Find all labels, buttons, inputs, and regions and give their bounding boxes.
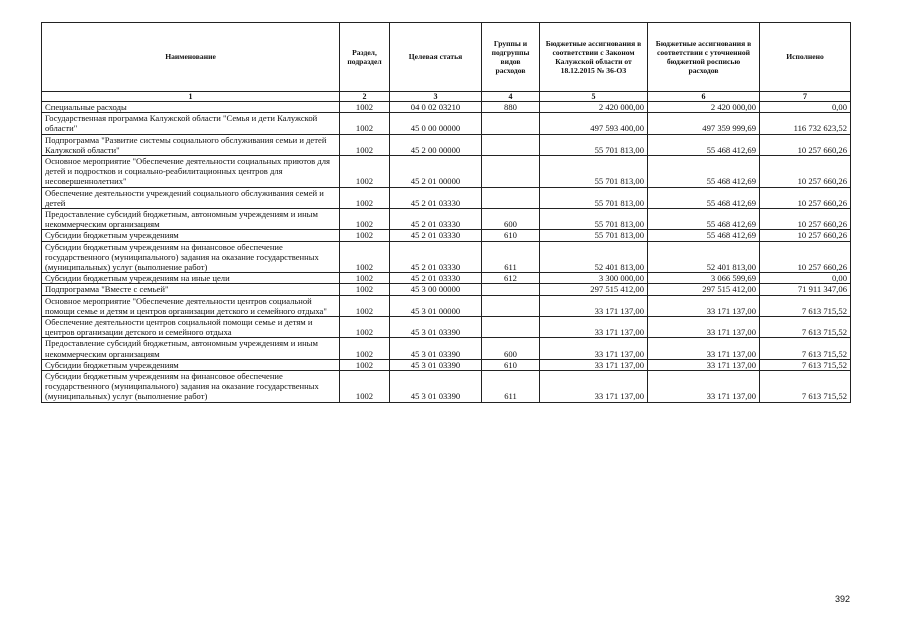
- row-section-cell: 1002: [340, 156, 390, 188]
- column-number-row: [42, 92, 851, 102]
- header-target: Целевая статья: [390, 23, 482, 92]
- row-name-cell: Специальные расходы: [42, 102, 340, 113]
- row-group-cell: 610: [482, 230, 540, 241]
- row-group-cell: [482, 317, 540, 338]
- row-target-cell: 45 3 01 03390: [390, 371, 482, 403]
- row-section-cell: 1002: [340, 317, 390, 338]
- table-row: [42, 338, 851, 359]
- row-section-cell: 1002: [340, 273, 390, 284]
- row-group-cell: [482, 156, 540, 188]
- table-row: [42, 187, 851, 208]
- row-refined-amount-cell: 55 468 412,69: [648, 134, 760, 155]
- row-name-cell: Основное мероприятие "Обеспечение деятельности центров социальной помощи семье и детям и центров организации детского и семейного отдыха": [42, 295, 340, 316]
- column-number: 3: [390, 92, 482, 102]
- row-name-cell: Подпрограмма "Вместе с семьей": [42, 284, 340, 295]
- budget-table: [41, 22, 851, 403]
- row-refined-amount-cell: 297 515 412,00: [648, 284, 760, 295]
- row-law-amount-cell: 2 420 000,00: [540, 102, 648, 113]
- header-groups: Группы и подгруппы видов расходов: [482, 23, 540, 92]
- table-row: [42, 284, 851, 295]
- row-target-cell: 45 3 01 03390: [390, 359, 482, 370]
- row-executed-amount-cell: 10 257 660,26: [760, 209, 851, 230]
- table-row: [42, 209, 851, 230]
- row-refined-amount-cell: 33 171 137,00: [648, 371, 760, 403]
- row-target-cell: 45 2 01 03330: [390, 273, 482, 284]
- row-law-amount-cell: 297 515 412,00: [540, 284, 648, 295]
- table-row: [42, 371, 851, 403]
- row-group-cell: [482, 284, 540, 295]
- row-name-cell: Субсидии бюджетным учреждениям: [42, 359, 340, 370]
- row-law-amount-cell: 3 300 000,00: [540, 273, 648, 284]
- row-executed-amount-cell: 7 613 715,52: [760, 359, 851, 370]
- row-executed-amount-cell: 7 613 715,52: [760, 371, 851, 403]
- row-name-cell: Подпрограмма "Развитие системы социального обслуживания семьи и детей Калужской области": [42, 134, 340, 155]
- row-target-cell: 45 2 01 03330: [390, 230, 482, 241]
- row-section-cell: 1002: [340, 134, 390, 155]
- row-target-cell: 45 2 01 03330: [390, 241, 482, 273]
- row-executed-amount-cell: 10 257 660,26: [760, 187, 851, 208]
- row-executed-amount-cell: 10 257 660,26: [760, 134, 851, 155]
- row-target-cell: 45 2 00 00000: [390, 134, 482, 155]
- table-row: [42, 359, 851, 370]
- row-name-cell: Предоставление субсидий бюджетным, автономным учреждениям и иным некоммерческим организациям: [42, 209, 340, 230]
- table-row: [42, 295, 851, 316]
- row-refined-amount-cell: 55 468 412,69: [648, 230, 760, 241]
- row-refined-amount-cell: 33 171 137,00: [648, 317, 760, 338]
- row-group-cell: 610: [482, 359, 540, 370]
- row-executed-amount-cell: 7 613 715,52: [760, 317, 851, 338]
- column-number: 4: [482, 92, 540, 102]
- row-refined-amount-cell: 497 359 999,69: [648, 113, 760, 134]
- column-number: 7: [760, 92, 851, 102]
- row-section-cell: 1002: [340, 284, 390, 295]
- table-row: [42, 241, 851, 273]
- row-refined-amount-cell: 2 420 000,00: [648, 102, 760, 113]
- row-group-cell: 611: [482, 241, 540, 273]
- row-section-cell: 1002: [340, 230, 390, 241]
- row-target-cell: 45 2 01 00000: [390, 156, 482, 188]
- row-name-cell: Субсидии бюджетным учреждениям на иные цели: [42, 273, 340, 284]
- row-group-cell: [482, 113, 540, 134]
- row-name-cell: Обеспечение деятельности центров социальной помощи семье и детям и центров организации детского и семейного отдыха: [42, 317, 340, 338]
- row-executed-amount-cell: 71 911 347,06: [760, 284, 851, 295]
- row-section-cell: 1002: [340, 187, 390, 208]
- row-executed-amount-cell: 116 732 623,52: [760, 113, 851, 134]
- row-section-cell: 1002: [340, 209, 390, 230]
- row-section-cell: 1002: [340, 338, 390, 359]
- row-group-cell: 612: [482, 273, 540, 284]
- header-refined-appropriations: Бюджетные ассигнования в соответствии с уточненной бюджетной росписью расходов: [648, 23, 760, 92]
- row-law-amount-cell: 55 701 813,00: [540, 209, 648, 230]
- row-target-cell: 45 3 00 00000: [390, 284, 482, 295]
- row-group-cell: [482, 187, 540, 208]
- column-number: 1: [42, 92, 340, 102]
- row-section-cell: 1002: [340, 359, 390, 370]
- row-section-cell: 1002: [340, 371, 390, 403]
- header-row: [42, 23, 851, 92]
- row-law-amount-cell: 55 701 813,00: [540, 230, 648, 241]
- row-target-cell: 45 3 01 03390: [390, 338, 482, 359]
- row-law-amount-cell: 33 171 137,00: [540, 295, 648, 316]
- row-target-cell: 45 2 01 03330: [390, 209, 482, 230]
- row-executed-amount-cell: 0,00: [760, 273, 851, 284]
- row-group-cell: 600: [482, 209, 540, 230]
- row-group-cell: 600: [482, 338, 540, 359]
- row-group-cell: 880: [482, 102, 540, 113]
- row-name-cell: Субсидии бюджетным учреждениям: [42, 230, 340, 241]
- row-name-cell: Предоставление субсидий бюджетным, автономным учреждениям и иным некоммерческим организациям: [42, 338, 340, 359]
- row-section-cell: 1002: [340, 113, 390, 134]
- header-name: Наименование: [42, 23, 340, 92]
- row-refined-amount-cell: 55 468 412,69: [648, 187, 760, 208]
- row-section-cell: 1002: [340, 295, 390, 316]
- row-law-amount-cell: 33 171 137,00: [540, 371, 648, 403]
- table-row: [42, 230, 851, 241]
- row-law-amount-cell: 33 171 137,00: [540, 317, 648, 338]
- row-executed-amount-cell: 10 257 660,26: [760, 156, 851, 188]
- column-number: 6: [648, 92, 760, 102]
- header-section: Раздел, подраздел: [340, 23, 390, 92]
- table-row: [42, 273, 851, 284]
- table-row: [42, 134, 851, 155]
- table-row: [42, 113, 851, 134]
- row-section-cell: 1002: [340, 241, 390, 273]
- row-target-cell: 45 0 00 00000: [390, 113, 482, 134]
- row-name-cell: Основное мероприятие "Обеспечение деятельности социальных приютов для детей и подростков и социально-реабилитационных центров для несовершеннолетних": [42, 156, 340, 188]
- row-refined-amount-cell: 52 401 813,00: [648, 241, 760, 273]
- row-refined-amount-cell: 33 171 137,00: [648, 338, 760, 359]
- row-executed-amount-cell: 10 257 660,26: [760, 241, 851, 273]
- row-executed-amount-cell: 7 613 715,52: [760, 295, 851, 316]
- row-group-cell: 611: [482, 371, 540, 403]
- header-executed: Исполнено: [760, 23, 851, 92]
- row-law-amount-cell: 55 701 813,00: [540, 156, 648, 188]
- column-number: 2: [340, 92, 390, 102]
- row-executed-amount-cell: 7 613 715,52: [760, 338, 851, 359]
- row-law-amount-cell: 33 171 137,00: [540, 359, 648, 370]
- row-refined-amount-cell: 55 468 412,69: [648, 209, 760, 230]
- row-refined-amount-cell: 33 171 137,00: [648, 359, 760, 370]
- row-target-cell: 45 2 01 03330: [390, 187, 482, 208]
- row-name-cell: Обеспечение деятельности учреждений социального обслуживания семей и детей: [42, 187, 340, 208]
- row-target-cell: 04 0 02 03210: [390, 102, 482, 113]
- row-law-amount-cell: 33 171 137,00: [540, 338, 648, 359]
- row-target-cell: 45 3 01 03390: [390, 317, 482, 338]
- row-refined-amount-cell: 55 468 412,69: [648, 156, 760, 188]
- page-number: 392: [835, 594, 851, 604]
- row-refined-amount-cell: 3 066 599,69: [648, 273, 760, 284]
- column-number: 5: [540, 92, 648, 102]
- row-executed-amount-cell: 0,00: [760, 102, 851, 113]
- row-name-cell: Государственная программа Калужской области "Семья и дети Калужской области": [42, 113, 340, 134]
- row-name-cell: Субсидии бюджетным учреждениям на финансовое обеспечение государственного (муниципального) задания на оказание государственных (муниципальных) услуг (выполнение работ): [42, 371, 340, 403]
- row-law-amount-cell: 497 593 400,00: [540, 113, 648, 134]
- row-refined-amount-cell: 33 171 137,00: [648, 295, 760, 316]
- header-law-appropriations: Бюджетные ассигнования в соответствии с Законом Калужской области от 18.12.2015 № 36-ОЗ: [540, 23, 648, 92]
- table-row: [42, 156, 851, 188]
- table-row: [42, 317, 851, 338]
- row-law-amount-cell: 55 701 813,00: [540, 187, 648, 208]
- row-name-cell: Субсидии бюджетным учреждениям на финансовое обеспечение государственного (муниципального) задания на оказание государственных (муниципальных) услуг (выполнение работ): [42, 241, 340, 273]
- row-law-amount-cell: 55 701 813,00: [540, 134, 648, 155]
- row-target-cell: 45 3 01 00000: [390, 295, 482, 316]
- table-row: [42, 102, 851, 113]
- row-group-cell: [482, 134, 540, 155]
- row-section-cell: 1002: [340, 102, 390, 113]
- row-executed-amount-cell: 10 257 660,26: [760, 230, 851, 241]
- row-group-cell: [482, 295, 540, 316]
- row-law-amount-cell: 52 401 813,00: [540, 241, 648, 273]
